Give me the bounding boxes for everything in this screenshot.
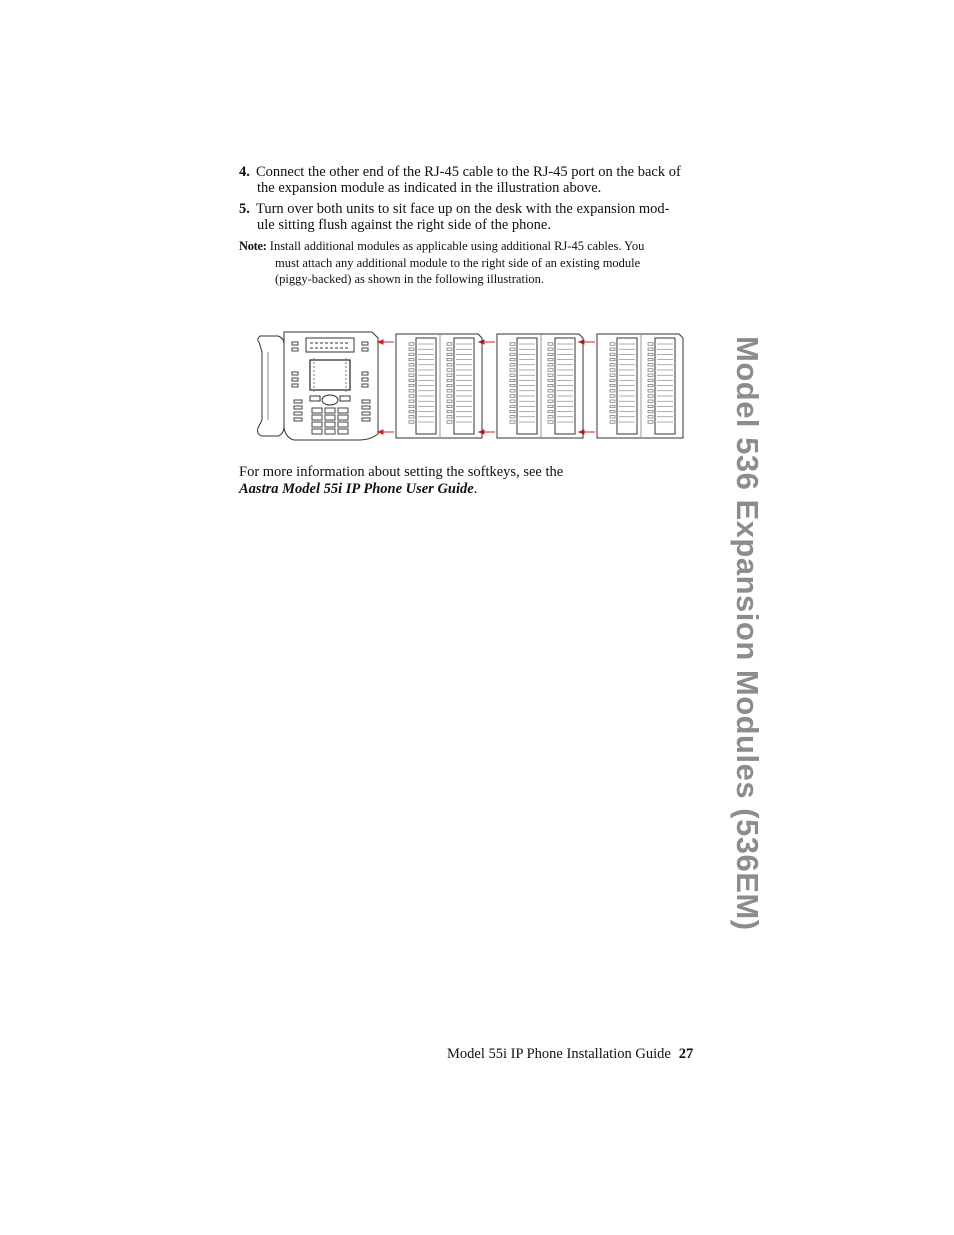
note-line-1: Install additional modules as applicable using additional RJ-45 cables. You [269,239,645,253]
chapter-side-tab-text: Model 536 Expansion Modules (536EM) [730,336,765,931]
navigation-key [322,395,338,405]
user-guide-reference: Aastra Model 55i IP Phone User Guide [239,481,474,497]
expansion-module [497,334,583,438]
expansion-module [396,334,482,438]
illustration-svg [250,328,686,442]
more-info-suffix: . [473,481,478,497]
function-keys [294,400,370,421]
chapter-side-tab [730,336,764,1022]
phone-with-expansion-modules-illustration [250,328,686,442]
keypad [312,408,348,434]
step-text-line-1: Turn over both units to sit face up on the desk with the expansion mod- [256,201,670,217]
display-screen [310,360,350,390]
note-line-3: (piggy-backed) as shown in the following illustration. [275,272,545,286]
handset-icon [258,336,285,436]
expansion-modules [396,334,683,438]
step-number: 4. [239,164,250,180]
step-5 [239,201,719,233]
left-line-keys [292,342,298,387]
right-line-keys [362,342,368,387]
footer-title: Model 55i IP Phone Installation Guide [447,1046,671,1062]
page-number: 27 [678,1046,694,1062]
step-text-line-2: ule sitting flush against the right side of the phone. [257,217,551,233]
note-block [239,238,719,288]
page-footer [447,1046,693,1063]
top-softkeys [306,338,354,352]
note-line-2: must attach any additional module to the right side of an existing module [275,255,641,270]
step-number: 5. [239,201,250,217]
more-info-text: For more information about setting the softkeys, see the [239,464,564,480]
step-4 [239,164,719,196]
phone-drawing [258,332,379,440]
more-info-paragraph [239,464,563,498]
expansion-module [597,334,683,438]
note-label: Note: [239,239,267,253]
step-text-line-2: the expansion module as indicated in the illustration above. [257,180,602,196]
step-text-line-1: Connect the other end of the RJ-45 cable to the RJ-45 port on the back of [256,164,681,180]
